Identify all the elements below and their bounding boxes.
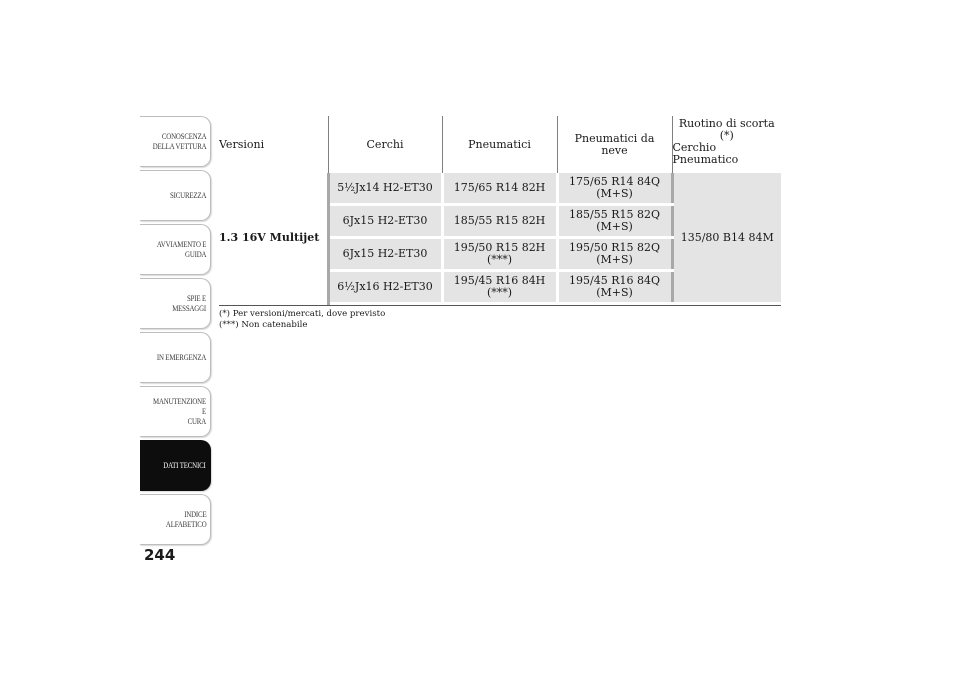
- ruotino-cell: 135/80 B14 84M: [672, 173, 781, 304]
- neve-cell: [557, 238, 672, 271]
- footnotes: [219, 309, 781, 330]
- header-versioni: Versioni: [219, 116, 328, 173]
- pneumatici-cell: [442, 205, 557, 238]
- tab-label: CONOSCENZA DELLA VETTURA: [152, 131, 206, 151]
- neve-line: 195/50 R15 82Q: [569, 241, 660, 254]
- tab-label: DATI TECNICI: [163, 460, 206, 470]
- neve-line: 175/65 R14 84Q: [569, 175, 660, 188]
- header-pneumatici: Pneumatici: [442, 116, 557, 173]
- neve-line: (M+S): [596, 286, 633, 299]
- neve-line: 185/55 R15 82Q: [569, 208, 660, 221]
- tab-label: MANUTENZIONE E CURA: [153, 396, 206, 426]
- neve-cell: [557, 205, 672, 238]
- pneumatici-line: 195/50 R15 82H: [453, 241, 546, 254]
- tab-label: AVVIAMENTO E GUIDA: [156, 239, 206, 259]
- pneumatici-line: (***): [486, 286, 513, 299]
- cerchi-cell: 6½Jx16 H2-ET30: [328, 271, 442, 304]
- tyre-specs-table-section: [219, 116, 781, 330]
- tab-conoscenza-della-vettura[interactable]: [140, 116, 211, 167]
- neve-line: (M+S): [596, 253, 633, 266]
- footnote: (*) Per versioni/mercati, dove previsto: [219, 309, 386, 319]
- header-pneumatici-neve: Pneumatici da neve: [557, 116, 672, 173]
- table-row: [219, 173, 781, 205]
- tab-indice-alfabetico[interactable]: [140, 494, 211, 545]
- page-number: 244: [144, 546, 176, 564]
- tyre-specs-table: [219, 116, 781, 305]
- tab-label: IN EMERGENZA: [156, 352, 206, 362]
- table-bottom-rule: [219, 305, 781, 306]
- header-ruotino-title: Ruotino di scorta (*): [678, 117, 775, 142]
- tab-dati-tecnici[interactable]: [140, 440, 211, 491]
- header-ruotino: [672, 116, 781, 173]
- cerchi-cell: 5½Jx14 H2-ET30: [328, 173, 442, 205]
- tab-manutenzione-e-cura[interactable]: [140, 386, 211, 437]
- pneumatici-line: (***): [486, 253, 513, 266]
- cerchi-cell: 6Jx15 H2-ET30: [328, 205, 442, 238]
- pneumatici-cell: [442, 271, 557, 304]
- versione-cell: 1.3 16V Multijet: [219, 173, 328, 304]
- pneumatici-line: 195/45 R16 84H: [453, 274, 546, 287]
- section-tabs: [140, 116, 211, 548]
- cerchi-cell: 6Jx15 H2-ET30: [328, 238, 442, 271]
- pneumatici-cell: [442, 238, 557, 271]
- footnote: (***) Non catenabile: [219, 319, 308, 330]
- tab-label: SICUREZZA: [169, 190, 206, 200]
- neve-line: 195/45 R16 84Q: [569, 274, 660, 287]
- pneumatici-cell: [442, 173, 557, 205]
- header-ruotino-pneumatico: Pneumatico: [672, 153, 739, 166]
- pneumatici-line: 175/65 R14 82H: [453, 181, 546, 194]
- header-ruotino-cerchio: Cerchio: [672, 141, 717, 154]
- pneumatici-line: 185/55 R15 82H: [453, 214, 546, 227]
- tab-label: SPIE E MESSAGGI: [172, 293, 206, 313]
- tab-in-emergenza[interactable]: [140, 332, 211, 383]
- tab-avviamento-e-guida[interactable]: [140, 224, 211, 275]
- tab-label: INDICE ALFABETICO: [165, 509, 206, 529]
- neve-line: (M+S): [596, 220, 633, 233]
- neve-line: (M+S): [596, 187, 633, 200]
- neve-cell: [557, 271, 672, 304]
- neve-cell: [557, 173, 672, 205]
- header-cerchi: Cerchi: [328, 116, 442, 173]
- tab-sicurezza[interactable]: [140, 170, 211, 221]
- tab-spie-e-messaggi[interactable]: [140, 278, 211, 329]
